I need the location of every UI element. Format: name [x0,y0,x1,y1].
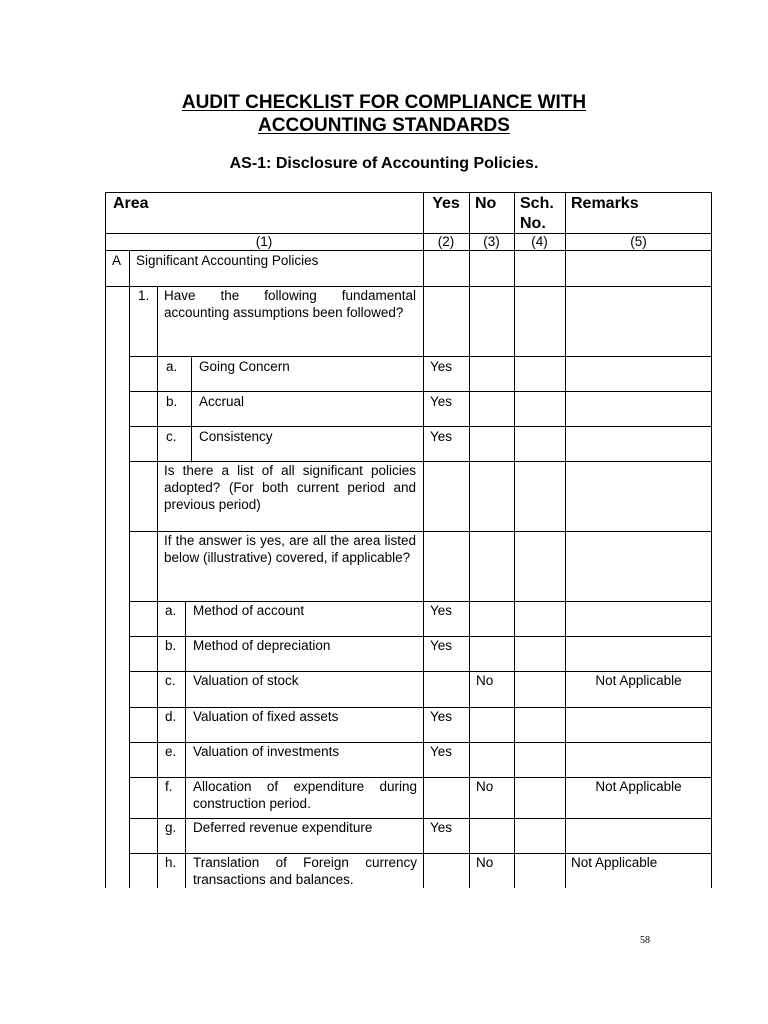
header-sch-line1: Sch. [520,195,554,212]
header-remarks: Remarks [571,195,639,212]
question-3-text: If the answer is yes, are all the area listed below (illustrative) covered, if applicable? [164,533,416,565]
area-yes: Yes [430,744,453,759]
assumption-letter: c. [166,429,177,444]
area-no: No [476,855,494,870]
area-remarks: Not Applicable [595,779,682,794]
header-area: Area [113,195,149,212]
question-2-text: Is there a list of all significant policies adopted? (For both current period and previous period) [164,463,416,512]
header-sch [514,194,570,234]
area-label: Deferred revenue expenditure [193,820,373,835]
assumption-yes: Yes [430,429,453,444]
section-id: A [112,253,122,268]
col-number-4: (4) [531,234,548,249]
area-label: Allocation of expenditure during construction period. [193,779,417,811]
assumption-label: Accrual [199,394,245,409]
area-letter: d. [165,709,177,724]
area-yes: Yes [430,603,453,618]
area-label: Valuation of investments [193,744,340,759]
area-letter: e. [165,744,177,759]
assumption-yes: Yes [430,394,453,409]
header-yes: Yes [432,195,460,212]
question-number: 1. [138,288,150,303]
document-title-line1: AUDIT CHECKLIST FOR COMPLIANCE WITH [181,92,587,113]
assumption-letter: b. [166,394,178,409]
header-no: No [475,195,497,212]
assumption-label: Consistency [199,429,273,444]
area-remarks: Not Applicable [571,855,658,870]
assumption-yes: Yes [430,359,453,374]
area-letter: g. [165,820,177,835]
area-remarks: Not Applicable [595,673,682,688]
area-letter: b. [165,638,177,653]
area-label: Valuation of stock [193,673,299,688]
area-letter: f. [165,779,173,794]
area-label: Translation of Foreign currency transactions and balances. [193,855,417,887]
document-subtitle: AS-1: Disclosure of Accounting Policies. [229,155,539,172]
area-label: Method of account [193,603,305,618]
area-yes: Yes [430,709,453,724]
col-number-1: (1) [255,234,273,249]
col-number-5: (5) [630,234,647,249]
area-letter: a. [165,603,177,618]
question-1-text: Have the following fundamental accounting assumptions been followed? [164,288,416,320]
page-number: 58 [640,935,650,946]
col-number-3: (3) [483,234,500,249]
area-yes: Yes [430,820,453,835]
area-no: No [476,779,494,794]
area-letter: h. [165,855,177,870]
document-title-line2: ACCOUNTING STANDARDS [258,115,510,136]
area-letter: c. [165,673,176,688]
area-label: Valuation of fixed assets [193,709,339,724]
header-sch-line2: No. [520,215,546,232]
col-number-2: (2) [437,234,455,249]
area-yes: Yes [430,638,453,653]
section-label: Significant Accounting Policies [136,253,319,268]
area-no: No [476,673,494,688]
assumption-letter: a. [166,359,178,374]
checklist-table [105,192,712,888]
area-label: Method of depreciation [193,638,331,653]
assumption-label: Going Concern [199,359,290,374]
